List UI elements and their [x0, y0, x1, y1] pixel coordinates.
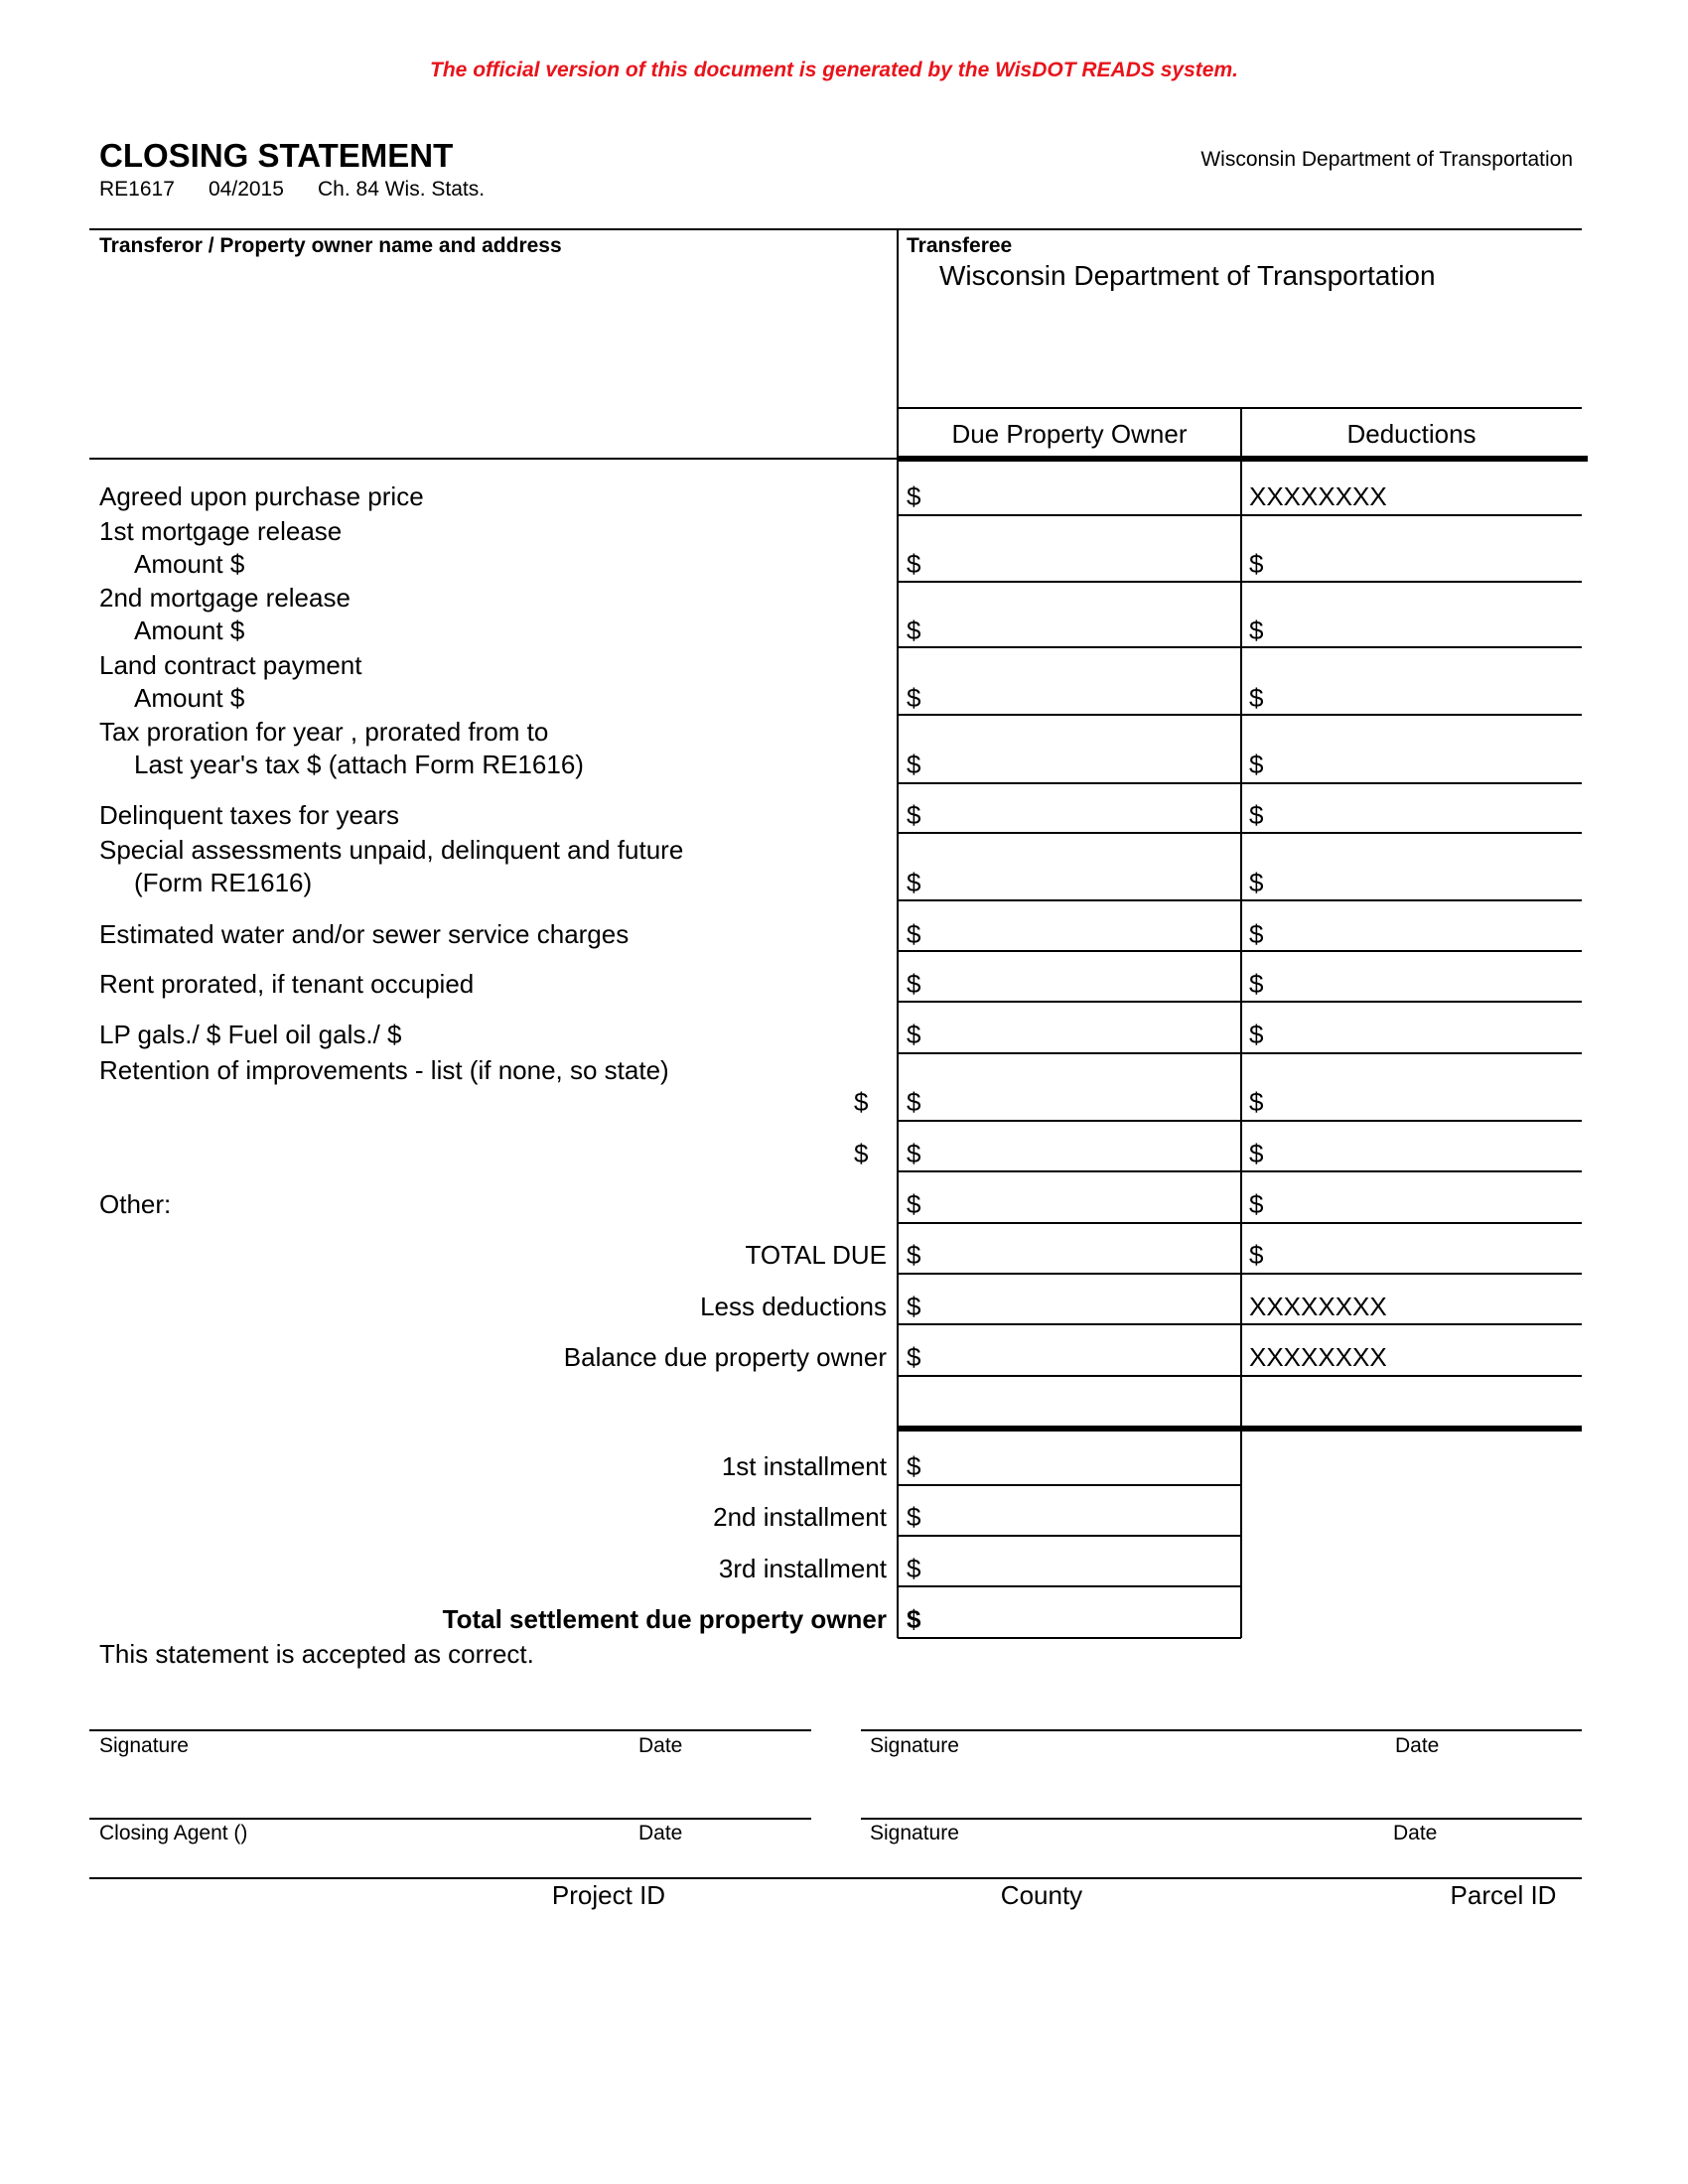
line-item-label: Agreed upon purchase price: [99, 481, 424, 511]
due-amount-field[interactable]: $: [907, 1292, 921, 1321]
transferor-label: Transferor / Property owner name and address: [99, 234, 562, 257]
due-amount-field[interactable]: $: [907, 1139, 921, 1168]
transferor-field[interactable]: [99, 263, 884, 447]
line-item-label: Special assessments unpaid, delinquent and future: [99, 835, 684, 865]
top-rule: [89, 228, 1582, 230]
due-amount-field[interactable]: $: [907, 969, 921, 999]
total-label: TOTAL DUE: [745, 1240, 887, 1270]
line-item-label: LP gals./ $ Fuel oil gals./ $: [99, 1020, 402, 1049]
due-amount-field[interactable]: $: [907, 800, 921, 830]
due-amount-field[interactable]: $: [907, 481, 921, 511]
line-item-label: Retention of improvements - list (if none, so state): [99, 1055, 669, 1085]
deduction-amount-field[interactable]: $: [1249, 969, 1264, 999]
row-rule: [898, 714, 1582, 716]
due-amount-field[interactable]: $: [907, 750, 921, 779]
closing-agent-label: Closing Agent (): [99, 1822, 248, 1844]
deduction-amount-field[interactable]: $: [1249, 750, 1264, 779]
due-amount-field[interactable]: $: [907, 1189, 921, 1219]
column-header-bottom-rule: [898, 456, 1588, 462]
signature-label: Signature: [870, 1734, 959, 1757]
installment-rule: [898, 1535, 1241, 1537]
total-label: Less deductions: [700, 1292, 887, 1321]
deduction-amount-field: XXXXXXXX: [1249, 1292, 1387, 1321]
row-rule: [898, 950, 1582, 952]
project-id-label: Project ID: [551, 1880, 666, 1910]
installment-label: 1st installment: [721, 1451, 887, 1481]
installment-rule: [898, 1484, 1241, 1486]
deduction-amount-field[interactable]: $: [1249, 1240, 1264, 1270]
line-item-label: Amount $: [134, 549, 245, 579]
deduction-amount-field[interactable]: $: [1249, 615, 1264, 645]
transferee-name: Wisconsin Department of Transportation: [939, 260, 1436, 291]
signature-line: [89, 1729, 811, 1731]
page-title: CLOSING STATEMENT: [99, 137, 454, 174]
installment-label: 3rd installment: [718, 1554, 887, 1583]
row-rule: [898, 899, 1582, 901]
date-label: Date: [638, 1734, 683, 1757]
due-amount-field[interactable]: $: [907, 1342, 921, 1372]
line-item-label: Rent prorated, if tenant occupied: [99, 969, 475, 999]
installment-divider-rule: [898, 1426, 1582, 1432]
signature-label: Signature: [99, 1734, 189, 1757]
footer-rule: [89, 1877, 1582, 1879]
line-item-label: Other:: [99, 1189, 172, 1219]
due-amount-field[interactable]: $: [907, 1020, 921, 1049]
left-section-rule: [89, 458, 898, 460]
row-rule: [898, 1120, 1582, 1122]
deduction-amount-field[interactable]: $: [1249, 1087, 1264, 1117]
row-rule: [898, 1273, 1582, 1275]
date-label: Date: [1395, 1734, 1440, 1757]
installment-rule: [898, 1585, 1241, 1587]
line-item-label: Amount $: [134, 683, 245, 713]
official-version-notice: The official version of this document is generated by the WisDOT READS system.: [430, 59, 1238, 81]
column-header-deductions: Deductions: [1346, 419, 1477, 449]
row-rule: [898, 1323, 1582, 1325]
installment-label: 2nd installment: [713, 1502, 887, 1532]
deduction-amount-field[interactable]: $: [1249, 1139, 1264, 1168]
line-item-label: (Form RE1616): [134, 868, 313, 897]
row-rule: [898, 782, 1582, 784]
signature-line: [89, 1818, 811, 1820]
row-rule: [898, 646, 1582, 648]
due-amount-field[interactable]: $: [907, 868, 921, 897]
row-rule: [898, 581, 1582, 583]
row-rule: [898, 1052, 1582, 1054]
row-rule: [898, 1170, 1582, 1172]
deduction-amount-field[interactable]: $: [1249, 868, 1264, 897]
deduction-amount-field: XXXXXXXX: [1249, 481, 1387, 511]
line-item-label: Land contract payment: [99, 650, 362, 680]
county-label: County: [1000, 1880, 1083, 1910]
deduction-amount-field: XXXXXXXX: [1249, 1342, 1387, 1372]
due-amount-field[interactable]: $: [907, 549, 921, 579]
form-date: 04/2015: [209, 178, 284, 201]
improvement-dollar-sign: $: [854, 1139, 869, 1168]
deduction-amount-field[interactable]: $: [1249, 683, 1264, 713]
installment-amount-field[interactable]: $: [907, 1554, 921, 1583]
transferee-label: Transferee: [907, 234, 1013, 257]
row-rule: [898, 1001, 1582, 1003]
due-amount-field[interactable]: $: [907, 615, 921, 645]
date-label: Date: [1393, 1822, 1438, 1844]
line-item-label: 2nd mortgage release: [99, 583, 351, 613]
signature-line: [861, 1729, 1582, 1731]
due-amount-field[interactable]: $: [907, 1087, 921, 1117]
deduction-amount-field[interactable]: $: [1249, 1189, 1264, 1219]
signature-line: [861, 1818, 1582, 1820]
row-rule: [898, 1222, 1582, 1224]
statute-reference: Ch. 84 Wis. Stats.: [318, 178, 486, 201]
column-divider: [1240, 408, 1242, 1638]
deduction-amount-field[interactable]: $: [1249, 549, 1264, 579]
installment-rule: [898, 1637, 1241, 1639]
date-label: Date: [638, 1822, 683, 1844]
installment-amount-field[interactable]: $: [907, 1604, 921, 1634]
parcel-id-label: Parcel ID: [1450, 1880, 1557, 1910]
deduction-amount-field[interactable]: $: [1249, 1020, 1264, 1049]
line-item-label: Amount $: [134, 615, 245, 645]
line-item-label: This statement is accepted as correct.: [99, 1639, 534, 1669]
due-amount-field[interactable]: $: [907, 683, 921, 713]
row-rule: [898, 1375, 1582, 1377]
installment-amount-field[interactable]: $: [907, 1502, 921, 1532]
due-amount-field[interactable]: $: [907, 919, 921, 949]
installment-label: Total settlement due property owner: [442, 1604, 887, 1634]
total-label: Balance due property owner: [563, 1342, 887, 1372]
line-item-label: Delinquent taxes for years: [99, 800, 400, 830]
row-rule: [898, 832, 1582, 834]
agency-name: Wisconsin Department of Transportation: [1200, 148, 1573, 171]
line-item-label: Estimated water and/or sewer service charges: [99, 919, 630, 949]
line-item-label: Tax proration for year , prorated from to: [99, 717, 549, 747]
signature-label: Signature: [870, 1822, 959, 1844]
deduction-amount-field[interactable]: $: [1249, 919, 1264, 949]
column-header-due: Due Property Owner: [951, 419, 1188, 449]
improvement-dollar-sign: $: [854, 1087, 869, 1117]
deduction-amount-field[interactable]: $: [1249, 800, 1264, 830]
line-item-label: 1st mortgage release: [99, 516, 343, 546]
installment-amount-field[interactable]: $: [907, 1451, 921, 1481]
form-number: RE1617: [99, 178, 175, 201]
line-item-label: Last year's tax $ (attach Form RE1616): [134, 750, 584, 779]
due-amount-field[interactable]: $: [907, 1240, 921, 1270]
row-rule: [898, 514, 1582, 516]
